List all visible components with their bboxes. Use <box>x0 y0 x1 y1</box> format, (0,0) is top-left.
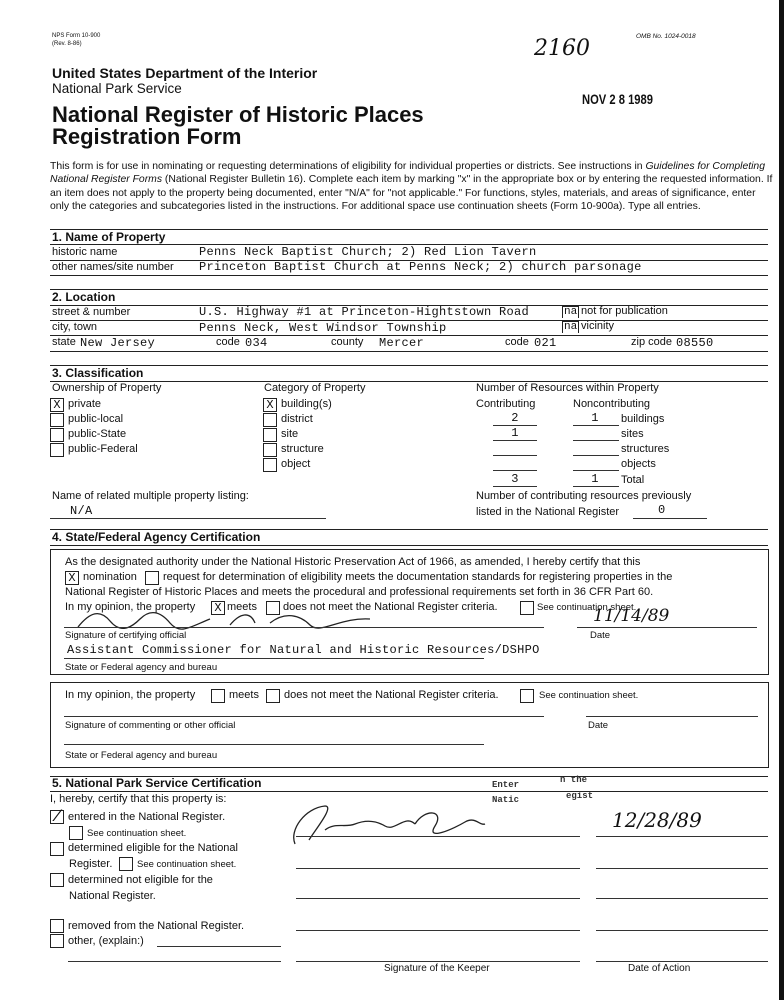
street-label: street & number <box>52 306 131 318</box>
category-site-label: site <box>281 428 299 440</box>
scan-edge <box>779 0 784 1000</box>
city-label: city, town <box>52 321 98 333</box>
not-eligible-checkbox[interactable] <box>50 873 64 887</box>
section-5-heading: 5. National Park Service Certification <box>52 776 262 790</box>
stamp-text: n the <box>560 775 588 785</box>
resource-type-label: buildings <box>621 413 665 425</box>
multiple-listing-field[interactable]: N/A <box>70 504 93 518</box>
county-field[interactable]: Mercer <box>379 336 425 350</box>
state-code-field[interactable]: 034 <box>245 336 268 350</box>
stamp-text: Enter <box>492 780 520 790</box>
ownership-public-federal-label: public-Federal <box>68 443 138 455</box>
meets-checkbox[interactable]: X <box>211 601 225 615</box>
certification-text-3: National Register of Historic Places and meets the procedural and professional requirements set forth in 36 CFR Part 60. <box>65 586 654 598</box>
resource-type-label: Total <box>621 474 645 486</box>
eligible-label: determined eligible for the National <box>68 842 238 854</box>
does-not-meet-label: does not meet the National Register criteria. <box>283 601 498 613</box>
noncontributing-line <box>573 425 619 426</box>
ownership-label: Ownership of Property <box>52 382 162 394</box>
resources-label: Number of Resources within Property <box>476 382 659 394</box>
date-of-action-label: Date of Action <box>628 963 691 974</box>
category-object-checkbox[interactable] <box>263 458 277 472</box>
ownership-public-federal-checkbox[interactable] <box>50 443 64 457</box>
historic-name-label: historic name <box>52 246 118 258</box>
instructions-guidelines-title: Guidelines for Completing National Register Forms <box>50 161 765 186</box>
noncontributing-line <box>573 470 619 471</box>
entered-continuation-label: See continuation sheet. <box>87 828 187 839</box>
department: United States Department of the Interior <box>52 65 318 81</box>
commenting-signature-line <box>64 716 544 717</box>
date-line <box>596 961 768 962</box>
divider <box>50 365 768 366</box>
instructions-text-2: (National Register Bulletin 16). Complete each item by marking "x" in the appropriate box or by entering the requested information. If an item does not apply to the property being documented, enter "N/A" for "not applicable." For functions, styles, materials, and areas of significance, enter only the categories and subcategories listed in the instructions. For additional space use continuation sheets (Form 10-900a). Type all entries. <box>50 174 773 213</box>
meets-label: meets <box>227 601 257 613</box>
agency-label: State or Federal agency and bureau <box>65 662 218 673</box>
form-number: NPS Form 10-900 <box>52 33 101 39</box>
noncontributing-line <box>573 440 619 441</box>
box2-continuation-label: See continuation sheet. <box>539 690 639 701</box>
keeper-line <box>296 868 580 869</box>
date-line <box>596 930 768 931</box>
eligible-label-2: Register. <box>69 858 113 870</box>
resource-type-label: structures <box>621 443 670 455</box>
continuation-label: See continuation sheet. <box>537 602 637 613</box>
resource-type-label: objects <box>621 458 656 470</box>
continuation-checkbox[interactable] <box>520 601 534 615</box>
contributing-line <box>493 486 537 487</box>
handwritten-number: 2160 <box>534 36 590 61</box>
service: National Park Service <box>52 81 182 96</box>
box2-does-not-meet-checkbox[interactable] <box>266 689 280 703</box>
keeper-line <box>296 930 580 931</box>
eligible-checkbox[interactable] <box>50 842 64 856</box>
multiple-listing-label: Name of related multiple property listing: <box>52 490 249 502</box>
page-title: National Register of Historic Places <box>52 102 424 127</box>
category-district-checkbox[interactable] <box>263 413 277 427</box>
contributing-line <box>493 455 537 456</box>
contributing-line <box>493 440 537 441</box>
divider <box>50 791 768 792</box>
resource-type-label: sites <box>621 428 644 440</box>
nomination-checkbox[interactable]: X <box>65 571 79 585</box>
signature-line <box>64 627 544 628</box>
multiple-listing-line <box>50 518 326 519</box>
ownership-public-state-checkbox[interactable] <box>50 428 64 442</box>
category-object-label: object <box>281 458 311 470</box>
box2-agency-label: State or Federal agency and bureau <box>65 750 218 761</box>
box2-meets-label: meets <box>229 689 259 701</box>
noncontributing-line <box>573 486 619 487</box>
ownership-private-checkbox[interactable]: X <box>50 398 64 412</box>
divider <box>50 275 768 276</box>
nomination-label: nomination <box>83 571 137 583</box>
certification-text: As the designated authority under the National Historic Preservation Act of 1966, as amended, I hereby certify that this <box>65 556 641 568</box>
ownership-public-local-label: public-local <box>68 413 124 425</box>
removed-label: removed from the National Register. <box>68 920 245 932</box>
opinion-prefix: In my opinion, the property <box>65 601 196 613</box>
removed-checkbox[interactable] <box>50 919 64 933</box>
category-structure-label: structure <box>281 443 324 455</box>
box2-continuation-checkbox[interactable] <box>520 689 534 703</box>
county-code-field[interactable]: 021 <box>534 336 557 350</box>
section-2-heading: 2. Location <box>52 290 116 304</box>
date-line <box>596 868 768 869</box>
category-site-checkbox[interactable] <box>263 428 277 442</box>
noncontributing-count[interactable]: 1 <box>591 472 599 486</box>
contributing-line <box>493 470 537 471</box>
box2-agency-line <box>64 744 484 745</box>
other-explain-line-2 <box>68 961 281 962</box>
request-label: request for determination of eligibility meets the documentation standards for registering properties in the <box>163 571 673 583</box>
box2-does-not-meet-label: does not meet the National Register criteria. <box>284 689 499 701</box>
divider <box>50 351 768 352</box>
contributing-count[interactable]: 2 <box>511 411 519 425</box>
zip-field[interactable]: 08550 <box>676 336 714 350</box>
entered-continuation-checkbox[interactable] <box>69 826 83 840</box>
stamp-text: egist <box>566 791 594 801</box>
state-label: state <box>52 336 76 348</box>
county-code-label: code <box>505 336 529 348</box>
not-for-publication-mark[interactable]: na <box>564 306 578 318</box>
ownership-public-local-checkbox[interactable] <box>50 413 64 427</box>
ownership-private-label: private <box>68 398 102 410</box>
contributing-label: Contributing <box>476 398 536 410</box>
previously-listed-field[interactable]: 0 <box>658 503 666 517</box>
section-1-heading: 1. Name of Property <box>52 230 166 244</box>
signature-label: Signature of certifying official <box>65 630 187 641</box>
contributing-count[interactable]: 3 <box>511 472 519 486</box>
city-field[interactable]: Penns Neck, West Windsor Township <box>199 321 447 335</box>
other-names-label: other names/site number <box>52 261 174 273</box>
instructions <box>50 160 775 214</box>
historic-name-field[interactable]: Penns Neck Baptist Church; 2) Red Lion Tavern <box>199 245 537 259</box>
entered-checkbox[interactable]: / <box>50 810 64 824</box>
date-stamp: NOV 2 8 1989 <box>582 91 653 107</box>
not-for-publication-label: not for publication <box>581 305 668 317</box>
agency-line <box>64 658 484 659</box>
certification-date: 11/14/89 <box>593 606 670 626</box>
vicinity-mark[interactable]: na <box>564 321 578 333</box>
form-revision: (Rev. 8-86) <box>52 41 82 47</box>
noncontributing-count[interactable]: 1 <box>591 411 599 425</box>
divider <box>50 289 768 290</box>
agency-field[interactable]: Assistant Commissioner for Natural and Historic Resources/DSHPO <box>67 643 540 657</box>
section-3-heading: 3. Classification <box>52 366 144 380</box>
page-subtitle: Registration Form <box>52 124 242 149</box>
omb-number: OMB No. 1024-0018 <box>636 33 696 40</box>
county-label: county <box>331 336 364 348</box>
category-label: Category of Property <box>264 382 366 394</box>
date-line <box>596 898 768 899</box>
state-code-label: code <box>216 336 240 348</box>
noncontributing-label: Noncontributing <box>573 398 651 410</box>
other-explain-line <box>157 946 281 947</box>
state-field[interactable]: New Jersey <box>80 336 156 350</box>
date-line <box>596 836 768 837</box>
category-district-label: district <box>281 413 313 425</box>
category-structure-checkbox[interactable] <box>263 443 277 457</box>
category-buildings-label: building(s) <box>281 398 332 410</box>
action-date: 12/28/89 <box>612 808 702 832</box>
box2-date-label: Date <box>588 720 609 731</box>
box2-opinion-prefix: In my opinion, the property <box>65 689 196 701</box>
ownership-public-state-label: public-State <box>68 428 127 440</box>
keeper-line <box>296 836 580 837</box>
commenting-date-line <box>586 716 758 717</box>
vicinity-label: vicinity <box>581 320 615 332</box>
previously-listed-line <box>633 518 707 519</box>
entered-label: entered in the National Register. <box>68 811 226 823</box>
street-field[interactable]: U.S. Highway #1 at Princeton-Hightstown Road <box>199 305 530 319</box>
divider <box>50 545 768 546</box>
keeper-line <box>296 961 580 962</box>
other-label: other, (explain:) <box>68 935 144 947</box>
box2-meets-checkbox[interactable] <box>211 689 225 703</box>
previously-listed-label-2: listed in the National Register <box>476 506 620 518</box>
commenting-signature-label: Signature of commenting or other official <box>65 720 236 731</box>
eligible-continuation-label: See continuation sheet. <box>137 859 237 870</box>
stamp-text: Natic <box>492 795 520 805</box>
date-label: Date <box>590 630 611 641</box>
noncontributing-line <box>573 455 619 456</box>
contributing-count[interactable]: 1 <box>511 426 519 440</box>
zip-label: zip code <box>631 336 672 348</box>
keeper-signature <box>285 800 505 850</box>
not-eligible-label: determined not eligible for the <box>68 874 213 886</box>
other-checkbox[interactable] <box>50 934 64 948</box>
previously-listed-label: Number of contributing resources previously <box>476 490 692 502</box>
instructions-text: This form is for use in nominating or requesting determinations of eligibility for individual properties or districts. See instructions in <box>50 161 646 172</box>
eligible-continuation-checkbox[interactable] <box>119 857 133 871</box>
category-buildings-checkbox[interactable]: X <box>263 398 277 412</box>
other-names-field[interactable]: Princeton Baptist Church at Penns Neck; 2) church parsonage <box>199 260 642 274</box>
section-4-heading: 4. State/Federal Agency Certification <box>52 530 261 544</box>
keeper-signature-label: Signature of the Keeper <box>384 963 490 974</box>
nps-intro: I, hereby, certify that this property is: <box>50 793 227 805</box>
not-eligible-label-2: National Register. <box>69 890 156 902</box>
request-checkbox[interactable] <box>145 571 159 585</box>
keeper-line <box>296 898 580 899</box>
date-line <box>577 627 757 628</box>
